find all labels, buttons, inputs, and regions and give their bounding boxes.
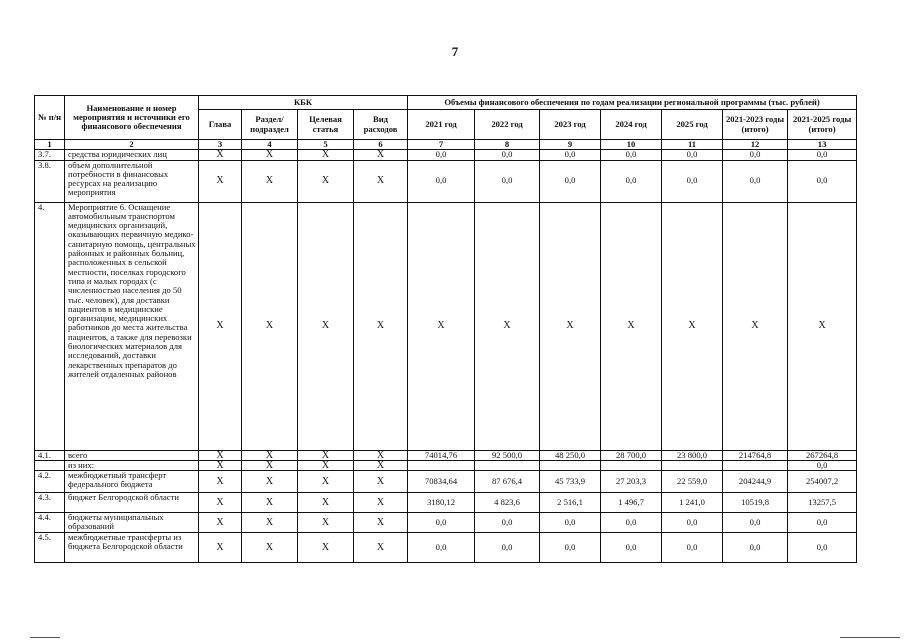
row-value-cell: X xyxy=(408,202,475,450)
row-number: 4.4. xyxy=(35,513,65,533)
row-value-cell xyxy=(662,460,723,470)
row-value-cell: 22 559,0 xyxy=(662,471,723,493)
row-number: 4.3. xyxy=(35,493,65,513)
table-row xyxy=(35,160,857,202)
row-value-cell: 0,0 xyxy=(662,533,723,563)
row-value-cell: 0,0 xyxy=(662,513,723,533)
index-cell: 8 xyxy=(475,140,540,150)
funding-table xyxy=(34,95,857,563)
row-value-cell: X xyxy=(242,471,298,493)
row-name: бюджеты муниципальных образований xyxy=(65,513,199,533)
row-name: средства юридических лиц xyxy=(65,150,199,160)
row-number: 3.7. xyxy=(35,150,65,160)
header-year-col: 2025 год xyxy=(662,110,723,140)
row-value-cell: 0,0 xyxy=(601,533,662,563)
row-value-cell: 1 241,0 xyxy=(662,493,723,513)
index-cell: 7 xyxy=(408,140,475,150)
row-name: Мероприятие 6. Оснащение автомобильным транспортом медицинских организаций, оказывающих первичную медико-санитарную помощь, центральных районных и районных больниц, расположенных в сельской местности, поселках городского типа и малых городах (с численностью населения до 50 тыс. человек), для доставки пациентов в медицинские организации, медицинских работников до места жительства пациентов, а также для перевозки биологических материалов для исследований, доставки лекарственных препаратов до жителей отдаленных районов xyxy=(65,202,199,450)
row-value-cell: 0,0 xyxy=(540,513,601,533)
row-value-cell: X xyxy=(298,533,354,563)
header-col-name: Наименование и номер мероприятия и источники его финансового обеспечения xyxy=(65,96,199,140)
row-value-cell: 0,0 xyxy=(540,150,601,160)
header-year-col: 2021-2023 годы (итого) xyxy=(723,110,788,140)
index-cell: 3 xyxy=(199,140,242,150)
row-value-cell: X xyxy=(354,150,408,160)
row-value-cell: X xyxy=(601,202,662,450)
row-value-cell xyxy=(475,460,540,470)
row-value-cell: 0,0 xyxy=(723,513,788,533)
header-kbk-col: Целевая статья xyxy=(298,110,354,140)
page-number: 7 xyxy=(451,44,459,59)
row-value-cell xyxy=(540,460,601,470)
row-value-cell: X xyxy=(242,202,298,450)
row-value-cell: 0,0 xyxy=(540,160,601,202)
row-value-cell: 2 516,1 xyxy=(540,493,601,513)
row-value-cell: X xyxy=(199,460,242,470)
header-year-col: 2021-2025 годы (итого) xyxy=(788,110,857,140)
row-value-cell: X xyxy=(298,202,354,450)
row-value-cell: 0,0 xyxy=(788,513,857,533)
header-year-col: 2022 год xyxy=(475,110,540,140)
row-value-cell: 27 203,3 xyxy=(601,471,662,493)
table-row xyxy=(35,460,857,470)
header-kbk-col: Вид расходов xyxy=(354,110,408,140)
row-value-cell: 3180,12 xyxy=(408,493,475,513)
table-row xyxy=(35,513,857,533)
row-value-cell: X xyxy=(298,450,354,460)
row-value-cell: 0,0 xyxy=(540,533,601,563)
table-row xyxy=(35,150,857,160)
row-value-cell: 204244,9 xyxy=(723,471,788,493)
index-cell: 6 xyxy=(354,140,408,150)
row-value-cell: X xyxy=(354,493,408,513)
row-value-cell: 0,0 xyxy=(788,533,857,563)
row-number: 3.8. xyxy=(35,160,65,202)
row-value-cell: X xyxy=(298,493,354,513)
row-value-cell: 0,0 xyxy=(723,150,788,160)
bottom-scan-line-left xyxy=(30,637,60,638)
row-value-cell: X xyxy=(354,471,408,493)
row-value-cell: 0,0 xyxy=(475,150,540,160)
row-value-cell: X xyxy=(354,202,408,450)
row-number: 4.5. xyxy=(35,533,65,563)
row-value-cell: 0,0 xyxy=(662,150,723,160)
row-name: объем дополнительной потребности в финансовых ресурсах на реализацию мероприятия xyxy=(65,160,199,202)
row-value-cell: 0,0 xyxy=(475,160,540,202)
row-number xyxy=(35,460,65,470)
row-value-cell: X xyxy=(475,202,540,450)
index-cell: 4 xyxy=(242,140,298,150)
row-value-cell: 0,0 xyxy=(723,160,788,202)
row-name: из них: xyxy=(65,460,199,470)
row-value-cell: X xyxy=(199,150,242,160)
row-value-cell: X xyxy=(354,513,408,533)
row-value-cell xyxy=(723,460,788,470)
row-value-cell: X xyxy=(723,202,788,450)
header-year-col: 2023 год xyxy=(540,110,601,140)
row-value-cell xyxy=(408,460,475,470)
row-value-cell: 0,0 xyxy=(408,160,475,202)
index-cell: 10 xyxy=(601,140,662,150)
row-value-cell: X xyxy=(199,450,242,460)
row-name: бюджет Белгородской области xyxy=(65,493,199,513)
row-value-cell: 0,0 xyxy=(475,533,540,563)
row-value-cell: X xyxy=(298,513,354,533)
row-value-cell: X xyxy=(788,202,857,450)
row-value-cell: 0,0 xyxy=(601,513,662,533)
row-value-cell: 10519,8 xyxy=(723,493,788,513)
row-value-cell: X xyxy=(242,460,298,470)
row-value-cell: 28 700,0 xyxy=(601,450,662,460)
row-value-cell: X xyxy=(354,160,408,202)
row-value-cell: X xyxy=(242,160,298,202)
row-value-cell: X xyxy=(242,150,298,160)
row-value-cell: 0,0 xyxy=(601,150,662,160)
row-value-cell: 23 800,0 xyxy=(662,450,723,460)
row-number: 4.1. xyxy=(35,450,65,460)
row-value-cell: X xyxy=(199,513,242,533)
row-value-cell: X xyxy=(199,471,242,493)
row-value-cell: X xyxy=(298,150,354,160)
header-year-col: 2021 год xyxy=(408,110,475,140)
row-value-cell: X xyxy=(199,202,242,450)
header-kbk-col: Глава xyxy=(199,110,242,140)
row-value-cell: X xyxy=(298,460,354,470)
row-value-cell: 70834,64 xyxy=(408,471,475,493)
row-value-cell: 0,0 xyxy=(601,160,662,202)
table-row xyxy=(35,493,857,513)
row-value-cell: X xyxy=(354,533,408,563)
row-value-cell: 0,0 xyxy=(723,533,788,563)
column-index-row xyxy=(35,140,857,150)
row-value-cell: 0,0 xyxy=(408,533,475,563)
row-name: межбюджетный трансферт федерального бюджета xyxy=(65,471,199,493)
row-value-cell: X xyxy=(354,450,408,460)
header-kbk: КБК xyxy=(199,96,408,110)
row-value-cell: 0,0 xyxy=(408,513,475,533)
row-value-cell: 48 250,0 xyxy=(540,450,601,460)
row-value-cell: 13257,5 xyxy=(788,493,857,513)
table-row xyxy=(35,533,857,563)
index-cell: 9 xyxy=(540,140,601,150)
row-value-cell: 92 500,0 xyxy=(475,450,540,460)
row-value-cell: X xyxy=(242,493,298,513)
row-value-cell: 0,0 xyxy=(662,160,723,202)
row-value-cell: 87 676,4 xyxy=(475,471,540,493)
row-name: межбюджетные трансферты из бюджета Белгородской области xyxy=(65,533,199,563)
row-value-cell: X xyxy=(199,493,242,513)
funding-table-container xyxy=(34,95,856,563)
row-value-cell xyxy=(601,460,662,470)
index-cell: 12 xyxy=(723,140,788,150)
row-value-cell: X xyxy=(354,460,408,470)
table-row xyxy=(35,471,857,493)
row-value-cell: X xyxy=(298,160,354,202)
row-value-cell: 0,0 xyxy=(788,460,857,470)
table-row xyxy=(35,450,857,460)
row-value-cell: X xyxy=(199,533,242,563)
row-value-cell: 0,0 xyxy=(788,160,857,202)
index-cell: 1 xyxy=(35,140,65,150)
row-number: 4.2. xyxy=(35,471,65,493)
table-row xyxy=(35,202,857,450)
row-value-cell: 1 496,7 xyxy=(601,493,662,513)
row-value-cell: 254007,2 xyxy=(788,471,857,493)
header-year-col: 2024 год xyxy=(601,110,662,140)
row-number: 4. xyxy=(35,202,65,450)
row-value-cell: 0,0 xyxy=(788,150,857,160)
row-value-cell: X xyxy=(242,513,298,533)
row-value-cell: X xyxy=(242,533,298,563)
header-funding: Объемы финансового обеспечения по годам реализации региональной программы (тыс. рублей) xyxy=(408,96,857,110)
header-kbk-col: Раздел/ подраздел xyxy=(242,110,298,140)
row-value-cell: 45 733,9 xyxy=(540,471,601,493)
row-value-cell: 214764,8 xyxy=(723,450,788,460)
row-value-cell: X xyxy=(662,202,723,450)
row-value-cell: 4 823,6 xyxy=(475,493,540,513)
row-value-cell: X xyxy=(199,160,242,202)
row-value-cell: X xyxy=(242,450,298,460)
row-name: всего xyxy=(65,450,199,460)
index-cell: 11 xyxy=(662,140,723,150)
index-cell: 5 xyxy=(298,140,354,150)
bottom-scan-line-right xyxy=(840,637,900,638)
row-value-cell: X xyxy=(540,202,601,450)
index-cell: 13 xyxy=(788,140,857,150)
row-value-cell: 267264,8 xyxy=(788,450,857,460)
header-col-num: № п/н xyxy=(35,96,65,140)
row-value-cell: 0,0 xyxy=(475,513,540,533)
row-value-cell: 74014,76 xyxy=(408,450,475,460)
row-value-cell: 0,0 xyxy=(408,150,475,160)
row-value-cell: X xyxy=(298,471,354,493)
index-cell: 2 xyxy=(65,140,199,150)
